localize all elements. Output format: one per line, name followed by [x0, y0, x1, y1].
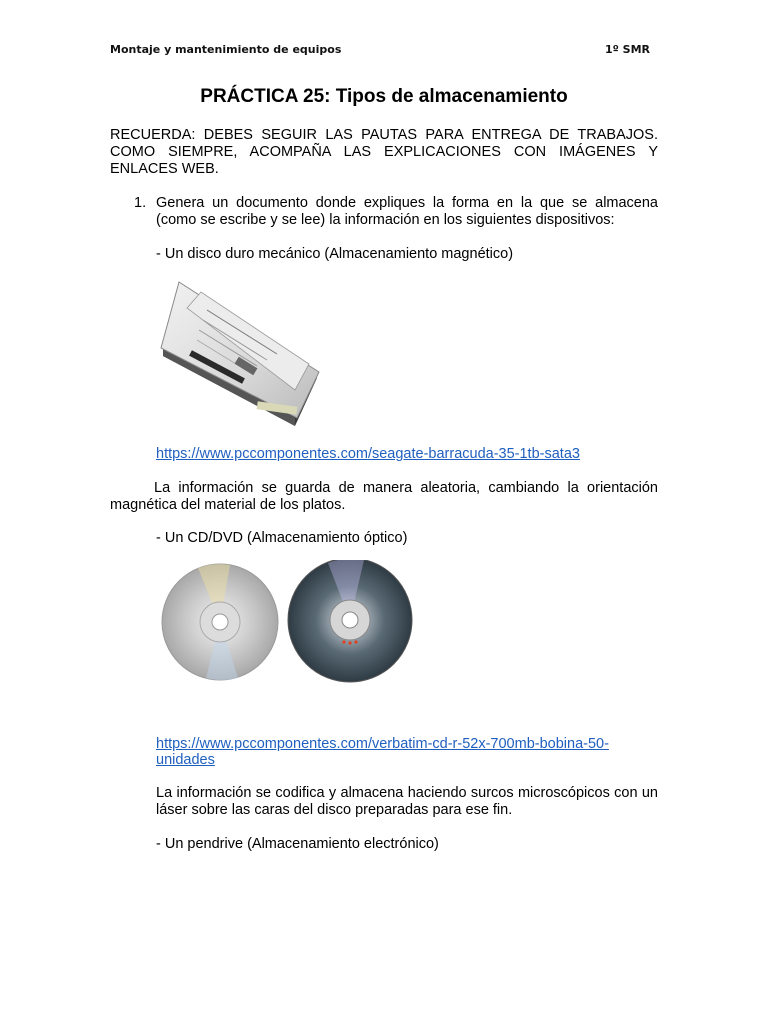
cd-dvd-image — [158, 560, 416, 684]
list-number: 1. — [134, 195, 147, 211]
pendrive-heading: - Un pendrive (Almacenamiento electrónico) — [156, 836, 439, 852]
cd-heading: - Un CD/DVD (Almacenamiento óptico) — [156, 530, 408, 546]
header-course: Montaje y mantenimiento de equipos — [110, 43, 342, 56]
page-title: PRÁCTICA 25: Tipos de almacenamiento — [200, 86, 568, 107]
cd-explanation: La información se codifica y almacena haciendo surcos microscópicos con un láser sobre las caras del disco preparadas para ese fin. — [156, 785, 658, 818]
list-item-text: Genera un documento donde expliques la forma en la que se almacena (como se escribe y se lee) la información en los siguientes dispositivos: — [156, 195, 658, 228]
hdd-heading: - Un disco duro mecánico (Almacenamiento magnético) — [156, 246, 514, 262]
hdd-explanation: La información se guarda de manera aleatoria, cambiando la orientación magnética del material de los platos. — [110, 480, 658, 513]
header-group: 1º SMR — [604, 43, 650, 56]
cd-product-link[interactable]: https://www.pccomponentes.com/verbatim-cd-r-52x-700mb-bobina-50- — [156, 736, 609, 752]
hdd-product-link[interactable]: https://www.pccomponentes.com/seagate-barracuda-35-1tb-sata3 — [156, 446, 580, 462]
reminder-paragraph: RECUERDA: DEBES SEGUIR LAS PAUTAS PARA ENTREGA DE TRABAJOS. COMO SIEMPRE, ACOMPAÑA LAS EXPLICACIONES CON IMÁGENES Y ENLACES WEB. — [110, 127, 658, 177]
hard-drive-image — [157, 278, 325, 428]
cd-product-link-continued[interactable]: unidades — [156, 752, 215, 768]
